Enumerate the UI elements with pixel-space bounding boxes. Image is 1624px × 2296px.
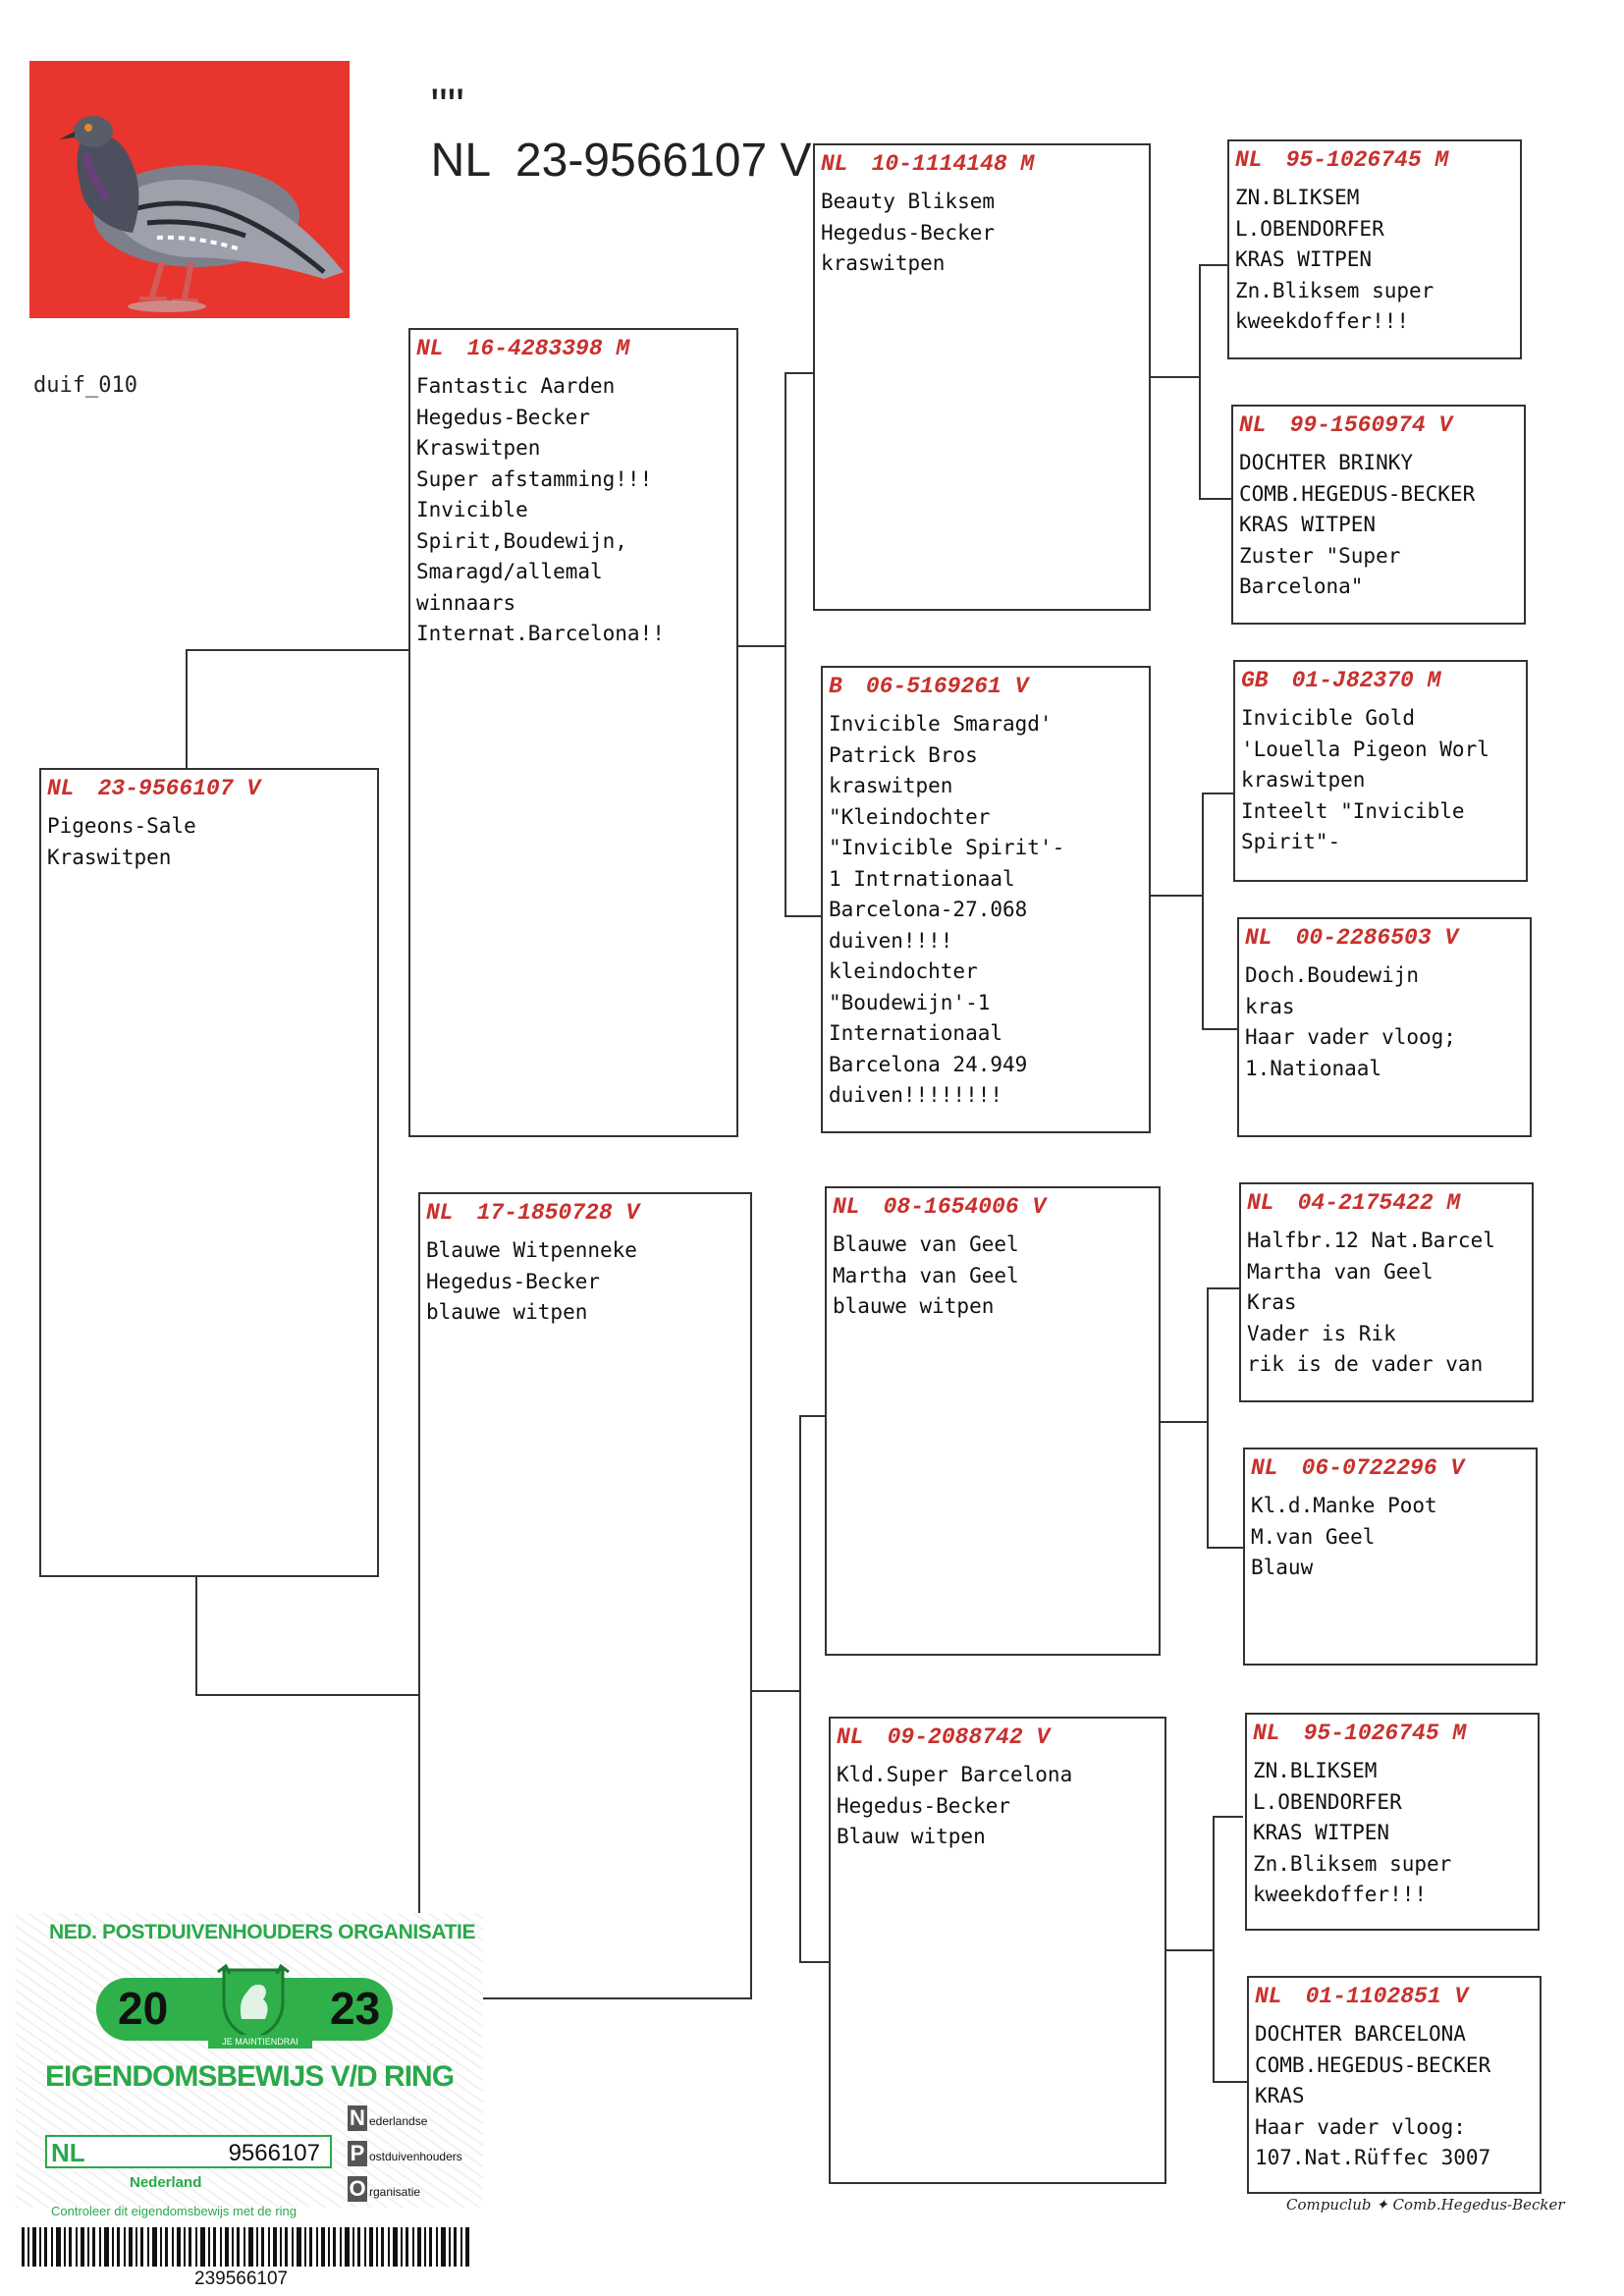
pedigree-line: Blauwe van Geel	[833, 1232, 1019, 1256]
ring-country: B	[829, 674, 842, 699]
ring-country: NL	[833, 1194, 860, 1220]
ring-country: GB	[1241, 668, 1269, 693]
pedigree-text	[833, 1230, 1153, 1323]
ring-number: 95-1026745 M	[1285, 147, 1449, 173]
ring-number: 01-J82370 M	[1291, 668, 1441, 693]
npo-word: rganisatie	[369, 2185, 421, 2199]
npo-initial: P	[348, 2141, 367, 2166]
ring-header	[829, 674, 1143, 699]
ring-country: NL	[821, 151, 848, 177]
pedigree-line: M.van Geel	[1251, 1524, 1376, 1549]
title-ring: NL 23-9566107 V	[430, 135, 812, 187]
pedigree-text	[1247, 1226, 1526, 1381]
pedigree-line: Pigeons-Sale	[47, 814, 196, 838]
ring-country: NL	[1251, 1455, 1278, 1481]
pedigree-box-sdd	[1237, 917, 1532, 1137]
ring-country: NL	[47, 776, 75, 801]
pedigree-line: rik is de vader van	[1247, 1352, 1484, 1376]
pedigree-line: Zuster "Super	[1239, 543, 1401, 568]
certificate-year-left: 20	[118, 1983, 169, 2034]
ring-number: 95-1026745 M	[1303, 1721, 1467, 1746]
certificate-motto: JE MAINTIENDRAI	[208, 2035, 312, 2049]
ring-header	[1251, 1455, 1530, 1481]
pedigree-line: KRAS WITPEN	[1235, 247, 1373, 271]
pedigree-line: ZN.BLIKSEM	[1235, 186, 1360, 209]
ring-country: NL	[1239, 412, 1267, 438]
pedigree-line: Beauty Bliksem	[821, 190, 996, 213]
pedigree-box-ssd	[1231, 405, 1526, 625]
pedigree-line: COMB.HEGEDUS-BECKER	[1255, 2052, 1491, 2077]
pedigree-box-dss	[1239, 1182, 1534, 1402]
pedigree-line: Hegedus-Becker	[837, 1793, 1011, 1818]
photo-caption: duif_010	[33, 373, 137, 398]
pedigree-text	[416, 371, 731, 650]
pedigree-line: L.OBENDORFER	[1235, 216, 1384, 241]
pedigree-box-sire	[408, 328, 738, 1137]
ring-header	[1253, 1721, 1532, 1746]
pedigree-line: Hegedus-Becker	[426, 1269, 601, 1293]
pedigree-line: 1 Intrnationaal	[829, 866, 1015, 891]
pedigree-box-sds	[1233, 660, 1528, 882]
ownership-certificate	[16, 1913, 483, 2296]
pedigree-line: KRAS WITPEN	[1253, 1821, 1390, 1844]
pedigree-box-subject	[39, 768, 379, 1577]
pedigree-line: blauwe witpen	[833, 1294, 995, 1318]
ring-header	[47, 776, 371, 801]
pedigree-line: Invicible Smaragd'	[829, 712, 1053, 736]
ring-header	[1255, 1984, 1534, 2009]
pedigree-text	[821, 187, 1143, 280]
pedigree-line: kraswitpen	[829, 774, 953, 797]
pedigree-line: Internationaal	[829, 1021, 1003, 1045]
ring-country: NL	[1235, 147, 1263, 173]
pedigree-line: kweekdoffer!!!	[1235, 309, 1410, 333]
pedigree-line: "Kleindochter	[829, 804, 991, 829]
pedigree-line: DOCHTER BRINKY	[1239, 451, 1414, 474]
pedigree-line: Smaragd/allemal	[416, 560, 603, 583]
pedigree-line: Barcelona 24.949	[829, 1052, 1028, 1076]
pedigree-line: Internat.Barcelona!!	[416, 622, 665, 645]
ring-number: 16-4283398 M	[466, 336, 630, 361]
pedigree-line: DOCHTER BARCELONA	[1255, 2022, 1466, 2046]
pedigree-line: Hegedus-Becker	[416, 405, 591, 429]
pedigree-box-ddd	[1247, 1976, 1542, 2194]
pedigree-text	[1253, 1756, 1532, 1911]
ring-header	[1241, 668, 1520, 693]
ring-country: NL	[1247, 1190, 1274, 1216]
ring-number: 06-5169261 V	[865, 674, 1029, 699]
npo-word: ederlandse	[369, 2114, 428, 2128]
pedigree-line: Kld.Super Barcelona	[837, 1763, 1073, 1786]
pedigree-text	[1251, 1491, 1530, 1584]
npo-initial: O	[349, 2176, 366, 2201]
ring-number: 08-1654006 V	[883, 1194, 1047, 1220]
pedigree-box-ds	[825, 1186, 1161, 1656]
pedigree-line: Barcelona-27.068	[829, 898, 1028, 921]
pedigree-line: kleindochter	[829, 959, 978, 983]
pedigree-line: Fantastic Aarden	[416, 374, 616, 398]
ring-header	[1235, 147, 1514, 173]
certificate-ring-box	[45, 2135, 332, 2168]
npo-line	[348, 2105, 427, 2131]
pedigree-line: kraswitpen	[821, 251, 946, 275]
pedigree-line: Hegedus-Becker	[821, 220, 996, 245]
pedigree-text	[47, 811, 371, 873]
pedigree-line: Vader is Rik	[1247, 1321, 1396, 1345]
pedigree-box-dd	[829, 1717, 1166, 2184]
ring-header	[1245, 925, 1524, 951]
pedigree-line: winnaars	[416, 590, 516, 615]
pedigree-line: Blauw	[1251, 1556, 1314, 1579]
ring-country: NL	[416, 336, 444, 361]
ring-number: 04-2175422 M	[1297, 1190, 1461, 1216]
ring-number: 06-0722296 V	[1301, 1455, 1465, 1481]
pedigree-line: 107.Nat.Rüffec 3007	[1255, 2146, 1491, 2169]
certificate-org: NED. POSTDUIVENHOUDERS ORGANISATIE	[49, 1921, 476, 1943]
ring-number: 01-1102851 V	[1305, 1984, 1469, 2009]
pedigree-box-dsd	[1243, 1448, 1538, 1666]
pedigree-line: Spirit"-	[1241, 830, 1341, 853]
npo-line	[348, 2141, 462, 2166]
pedigree-line: kweekdoffer!!!	[1253, 1883, 1428, 1906]
pedigree-text	[426, 1235, 744, 1329]
pedigree-line: 1.Nationaal	[1245, 1056, 1382, 1080]
pedigree-line: duiven!!!!!!!!	[829, 1083, 1003, 1107]
pedigree-line: COMB.HEGEDUS-BECKER	[1239, 481, 1476, 506]
ring-header	[416, 336, 731, 361]
barcode-icon	[22, 2227, 471, 2267]
pedigree-line: Doch.Boudewijn	[1245, 963, 1420, 987]
pedigree-line: KRAS	[1255, 2084, 1305, 2107]
ring-country: NL	[1245, 925, 1272, 951]
certificate-country: NL	[51, 2138, 85, 2167]
pedigree-line: Super afstamming!!!	[416, 466, 653, 491]
pedigree-line: Kraswitpen	[47, 845, 172, 869]
pedigree-line: kraswitpen	[1241, 768, 1366, 792]
pedigree-line: Blauw witpen	[837, 1825, 986, 1848]
pedigree-line: Martha van Geel	[833, 1263, 1019, 1287]
pedigree-line: Zn.Bliksem super	[1235, 278, 1435, 302]
ring-number: 09-2088742 V	[887, 1724, 1051, 1750]
pedigree-line: Kraswitpen	[416, 436, 541, 460]
pedigree-line: blauwe witpen	[426, 1300, 588, 1324]
pedigree-line: 'Louella Pigeon Worl	[1241, 737, 1489, 761]
ring-country: NL	[426, 1200, 454, 1226]
pedigree-line: duiven!!!!	[829, 928, 953, 953]
ring-header	[426, 1200, 744, 1226]
pedigree-line: Barcelona"	[1239, 574, 1364, 598]
certificate-check-note: Controleer dit eigendomsbewijs met de ring	[51, 2204, 298, 2218]
pedigree-line: Invicible Gold	[1241, 706, 1416, 730]
pedigree-line: Patrick Bros	[829, 742, 978, 767]
pedigree-text	[1235, 183, 1514, 338]
pedigree-text	[1245, 960, 1524, 1084]
pedigree-box-dds	[1245, 1713, 1540, 1931]
npo-line	[348, 2176, 420, 2202]
pedigree-line: ZN.BLIKSEM	[1253, 1759, 1378, 1782]
pedigree-box-dam	[418, 1192, 752, 1999]
pedigree-line: kras	[1245, 994, 1295, 1018]
lion-crest-icon	[214, 1962, 293, 2041]
pedigree-line: Martha van Geel	[1247, 1259, 1434, 1284]
pedigree-line: Blauwe Witpenneke	[426, 1238, 637, 1262]
pedigree-line: "Boudewijn'-1	[829, 990, 991, 1014]
pedigree-line: Halfbr.12 Nat.Barcel	[1247, 1229, 1495, 1252]
pedigree-line: Invicible	[416, 498, 528, 521]
certificate-title: EIGENDOMSBEWIJS V/D RING	[45, 2060, 455, 2093]
ring-header	[821, 151, 1143, 177]
npo-initial: N	[348, 2105, 367, 2131]
pedigree-line: Spirit,Boudewijn,	[416, 528, 627, 553]
pedigree-text	[1241, 703, 1520, 858]
pedigree-line: L.OBENDORFER	[1253, 1789, 1402, 1814]
pedigree-line: Inteelt "Invicible	[1241, 798, 1465, 823]
title-prefix: ""	[430, 81, 464, 133]
ring-number: 00-2286503 V	[1295, 925, 1459, 951]
ring-header	[1247, 1190, 1526, 1216]
certificate-ring-number: 9566107	[228, 2140, 320, 2166]
ring-number: 10-1114148 M	[871, 151, 1035, 177]
ring-number: 23-9566107 V	[97, 776, 261, 801]
ring-header	[837, 1724, 1159, 1750]
ring-country: NL	[1255, 1984, 1282, 2009]
pedigree-box-sd	[821, 666, 1151, 1133]
ring-header	[833, 1194, 1153, 1220]
pedigree-line: Haar vader vloog:	[1255, 2114, 1466, 2139]
ring-country: NL	[837, 1724, 864, 1750]
barcode-number: 239566107	[194, 2269, 289, 2289]
ring-number: 17-1850728 V	[476, 1200, 640, 1226]
pedigree-line: Haar vader vloog;	[1245, 1025, 1456, 1049]
footer-credit: Compuclub ✦ Comb.Hegedus-Becker	[1286, 2196, 1565, 2214]
pedigree-line: "Invicible Spirit'-	[829, 836, 1065, 859]
pedigree-box-ss	[813, 143, 1151, 611]
ring-header	[1239, 412, 1518, 438]
pedigree-line: Zn.Bliksem super	[1253, 1851, 1452, 1876]
pedigree-line: Kl.d.Manke Poot	[1251, 1494, 1437, 1517]
certificate-land: Nederland	[130, 2174, 202, 2191]
ring-country: NL	[1253, 1721, 1280, 1746]
pedigree-text	[1255, 2019, 1534, 2174]
pedigree-text	[1239, 448, 1518, 603]
pedigree-text	[829, 709, 1143, 1112]
pedigree-line: Kras	[1247, 1290, 1297, 1314]
ring-number: 99-1560974 V	[1289, 412, 1453, 438]
pedigree-line: KRAS WITPEN	[1239, 513, 1377, 536]
certificate-year-right: 23	[330, 1983, 381, 2034]
npo-word: ostduivenhouders	[369, 2150, 462, 2163]
pedigree-box-sss	[1227, 139, 1522, 359]
pedigree-text	[837, 1760, 1159, 1853]
